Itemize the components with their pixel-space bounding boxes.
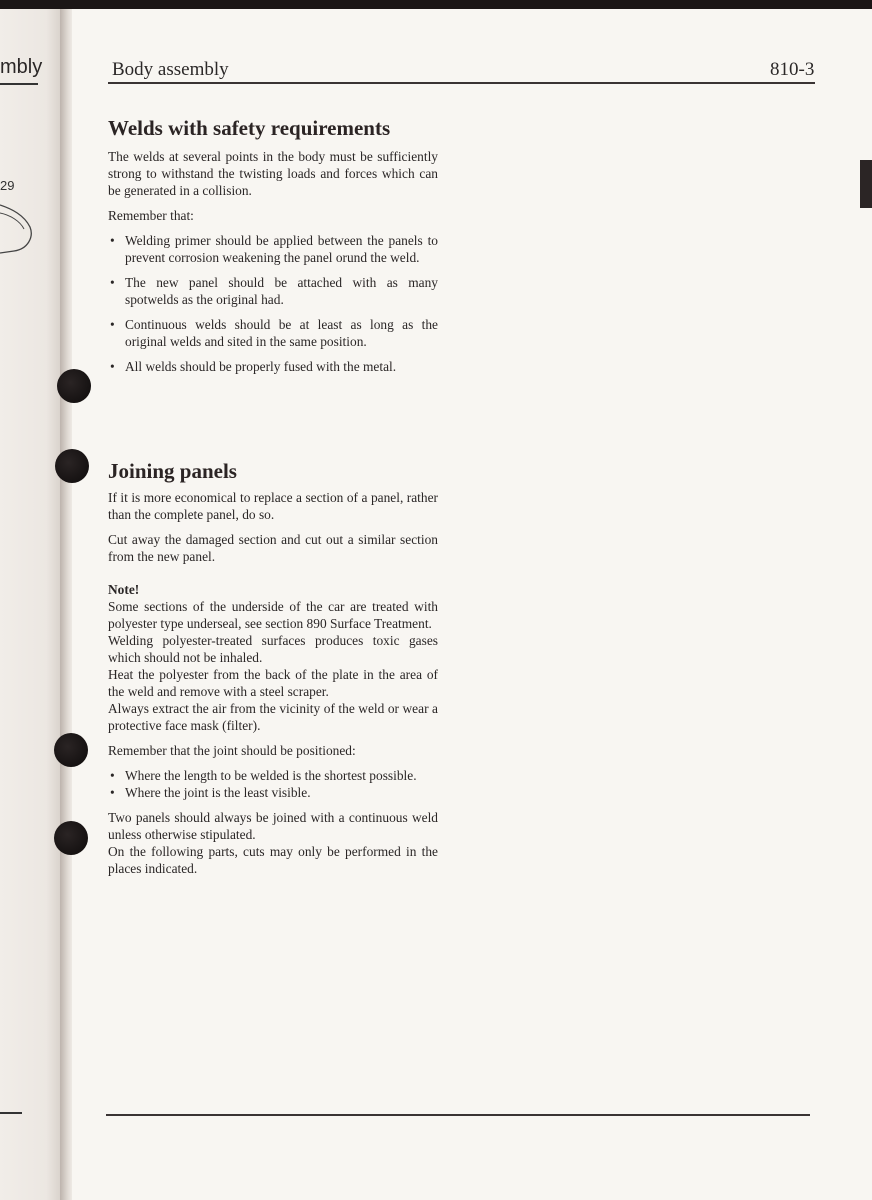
section-welds-heading: Welds with safety requirements [108, 116, 391, 140]
note-line: Welding polyester-treated surfaces produces toxic gases which should not be inhaled. [108, 633, 438, 665]
binder-hole-3 [54, 733, 88, 767]
list-item: • All welds should be properly fused with the metal. [108, 358, 438, 375]
section-joining-list [108, 767, 438, 801]
note-line: Heat the polyester from the back of the plate in the area of the weld and remove with a steel scraper. [108, 667, 438, 699]
list-item: • Continuous welds should be at least as long as the original welds and sited in the same position. [108, 316, 438, 350]
previous-page-header-fragment: mbly [0, 56, 43, 78]
section-welds-intro: The welds at several points in the body must be sufficiently strong to withstand the twisting loads and forces which can be generated in a collision. [108, 149, 438, 198]
binder-hole-1 [57, 369, 91, 403]
section-joining [108, 459, 438, 877]
closing-line: On the following parts, cuts may only be performed in the places indicated. [108, 844, 438, 876]
list-item: • Welding primer should be applied between the panels to prevent corrosion weakening the panel orund the weld. [108, 232, 438, 266]
list-item: • Where the length to be welded is the shortest possible. [108, 767, 438, 784]
previous-page-figure-number: 29 [0, 178, 15, 193]
section-welds [108, 116, 438, 375]
header-rule [108, 82, 815, 84]
section-joining-p1: If it is more economical to replace a section of a panel, rather than the complete panel, do so. [108, 490, 438, 522]
previous-page-footer-rule [0, 1112, 22, 1114]
section-welds-list [108, 232, 438, 375]
note-line: Some sections of the underside of the car are treated with polyester type underseal, see section 890 Surface Treatment. [108, 599, 438, 631]
binder-hole-2 [55, 449, 89, 483]
section-joining-lead: Remember that the joint should be positioned: [108, 743, 356, 758]
previous-page-figure-fragment [0, 195, 36, 265]
section-joining-heading: Joining panels [108, 459, 237, 483]
section-welds-lead: Remember that: [108, 208, 194, 223]
closing-line: Two panels should always be joined with a continuous weld unless otherwise stipulated. [108, 810, 438, 842]
page-number: 810-3 [770, 59, 815, 80]
section-joining-p2: Cut away the damaged section and cut out a similar section from the new panel. [108, 532, 438, 564]
footer-rule [106, 1114, 810, 1116]
scan-top-edge [0, 0, 872, 9]
list-item: • The new panel should be attached with as many spotwelds as the original had. [108, 274, 438, 308]
section-tab-marker [860, 160, 872, 208]
page-header-title: Body assembly [112, 59, 229, 80]
note-line: Always extract the air from the vicinity of the weld or wear a protective face mask (filter). [108, 701, 438, 733]
previous-page-header-rule [0, 83, 38, 85]
binder-hole-4 [54, 821, 88, 855]
list-item: • Where the joint is the least visible. [108, 784, 438, 801]
note-heading: Note! [108, 582, 140, 597]
